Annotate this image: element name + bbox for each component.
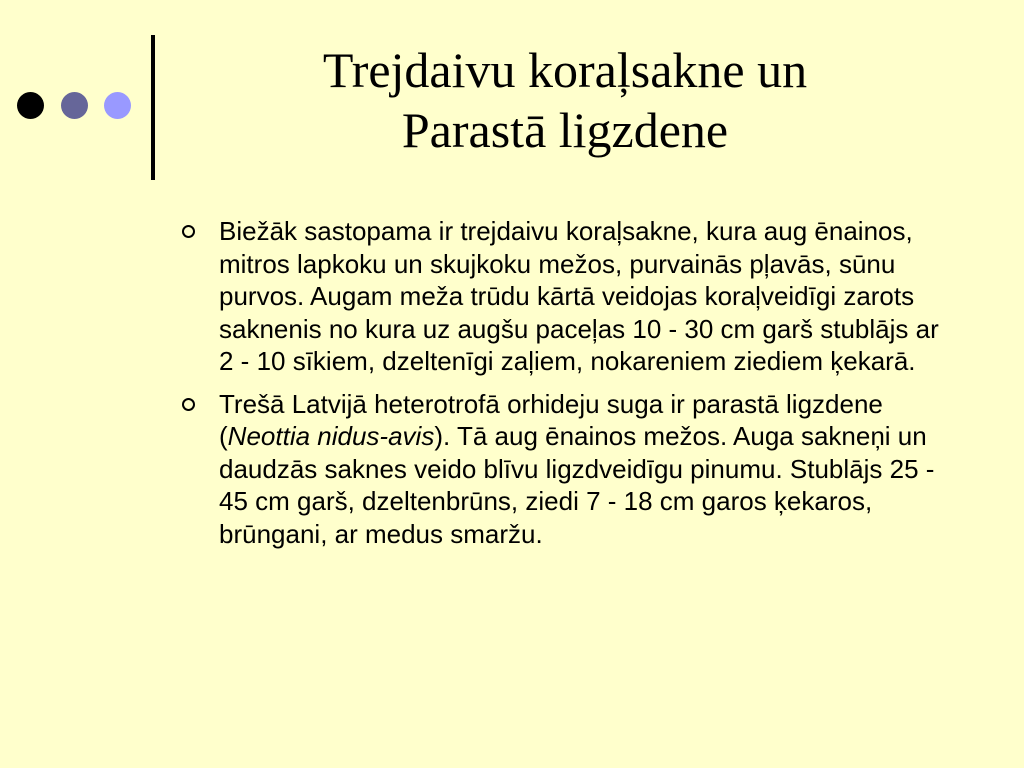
slide-title-line-1: Trejdaivu koraļsakne un: [322, 42, 808, 98]
bullet-text-start: Trešā Latvijā heterotrofā orhideju suga ir parastā ligzdene (: [219, 388, 883, 451]
bullet-text-end: ). Tā aug ēnainos mežos. Auga sakneņi un daudzās saknes veido blīvu ligzdveidīgu pinumu. Stublājs 25 - 45 cm garš, dzeltenbrūns, ziedi 7 - 18 cm garos ķekaros, brūngani, ar medus smaržu.: [219, 421, 935, 549]
slide-title-line-2: Parastā ligzdene: [401, 102, 729, 158]
decorative-dot-slate: [61, 92, 88, 119]
title-divider-line: [151, 35, 155, 180]
hollow-circle-bullet-icon: [182, 225, 195, 238]
slide-title: [210, 40, 920, 160]
bullet-list: [182, 215, 952, 560]
bullet-item: [182, 215, 952, 378]
species-latin-name: Neottia nidus-avis: [227, 421, 435, 451]
bullet-text: Biežāk sastopama ir trejdaivu koraļsakne, kura aug ēnainos, mitros lapkoku un skujkoku mežos, purvainās pļavās, sūnu purvos. Augam meža trūdu kārtā veidojas koraļveidīgi zarots saknenis no kura uz augšu paceļas 10 - 30 cm garš stublājs ar 2 - 10 sīkiem, dzeltenīgi zaļiem, nokareniem ziediem ķekarā.: [219, 216, 939, 376]
hollow-circle-bullet-icon: [182, 398, 195, 411]
bullet-item: [182, 388, 952, 551]
decorative-dot-black: [17, 92, 44, 119]
decorative-dot-periwinkle: [104, 92, 131, 119]
